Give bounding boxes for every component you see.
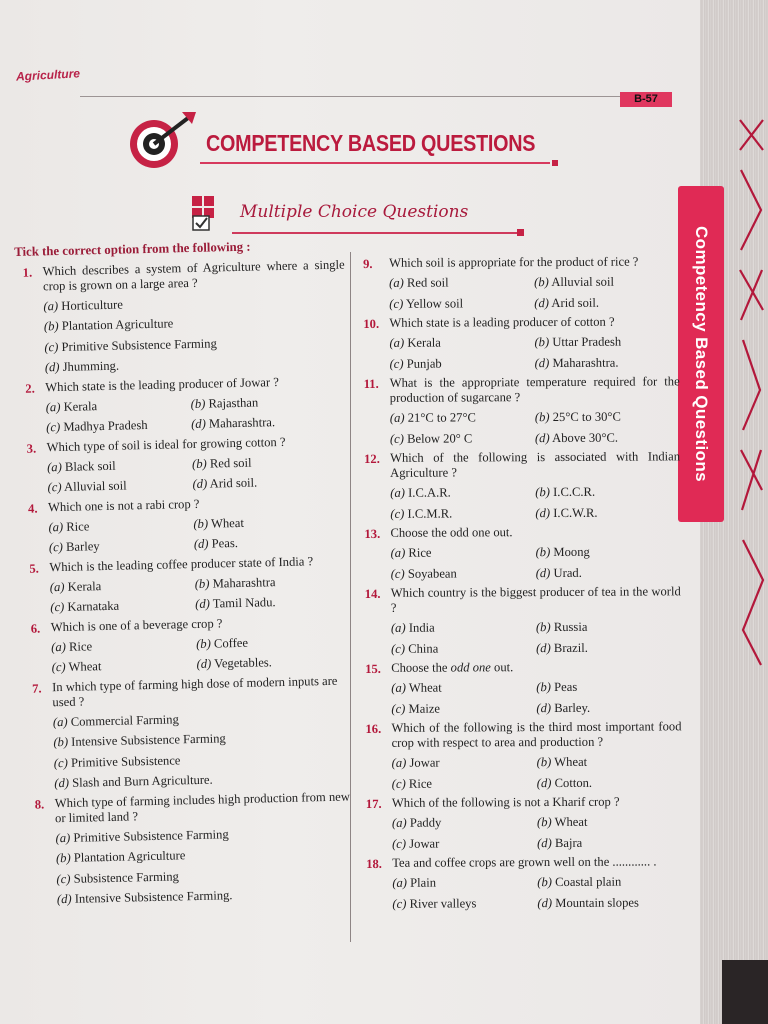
option: (b) Intensive Subsistence Farming bbox=[53, 731, 226, 750]
option-row: (c) Rice (d) Cotton. bbox=[391, 775, 593, 791]
question-number: 8. bbox=[34, 796, 45, 812]
question-number: 1. bbox=[22, 265, 33, 280]
right-column bbox=[361, 252, 682, 914]
question bbox=[363, 582, 681, 618]
question-text: Choose the odd one out. bbox=[391, 660, 514, 675]
header-rule bbox=[80, 96, 670, 97]
question-text: Which is one of a beverage crop ? bbox=[50, 615, 223, 634]
option-row: (c) Wheat (d) Vegetables. bbox=[51, 655, 273, 675]
option: (a) Commercial Farming bbox=[52, 711, 179, 729]
question-text: Which is the leading coffee producer state of India ? bbox=[49, 553, 314, 574]
option-row: (c) Barley (d) Peas. bbox=[48, 535, 239, 555]
question bbox=[362, 372, 680, 408]
option: (c) Primitive Subsistence bbox=[53, 752, 181, 770]
option-row: (a) Red soil (b) Alluvial soil bbox=[389, 274, 614, 290]
question-text: Which type of farming includes high production from new or limited land ? bbox=[54, 789, 351, 825]
question-text: Which of the following is the third most important food crop with respect to area and production ? bbox=[391, 719, 682, 750]
option-row: (a) Kerala (b) Uttar Pradesh bbox=[389, 334, 622, 350]
subject-label: Agriculture bbox=[15, 66, 81, 84]
option-row: (c) River valleys (d) Mountain slopes bbox=[392, 895, 639, 911]
question-number: 4. bbox=[27, 501, 38, 516]
question bbox=[364, 852, 682, 873]
question-text: Which type of soil is ideal for growing cotton ? bbox=[46, 434, 286, 454]
question-number: 6. bbox=[30, 621, 41, 636]
option-row: (a) India (b) Russia bbox=[390, 619, 588, 635]
option-row: (c) Alluvial soil (d) Arid soil. bbox=[47, 475, 258, 495]
option-row: (a) Kerala (b) Maharashtra bbox=[49, 574, 276, 594]
question-number: 3. bbox=[26, 441, 37, 456]
question-text: Which of the following is associated with Indian Agriculture ? bbox=[390, 449, 681, 480]
question-number: 13. bbox=[364, 526, 381, 541]
checklist-icon bbox=[190, 194, 236, 234]
option-row: (c) I.C.M.R. (d) I.C.W.R. bbox=[390, 505, 598, 521]
option-row: (a) I.C.A.R. (b) I.C.C.R. bbox=[390, 484, 596, 500]
option-row: (c) Below 20° C (d) Above 30°C. bbox=[389, 430, 619, 446]
option: (c) Subsistence Farming bbox=[56, 868, 180, 886]
option: (a) Primitive Subsistence Farming bbox=[55, 826, 229, 845]
option-row: (c) Maize (d) Barley. bbox=[391, 700, 591, 716]
question-text: Tea and coffee crops are grown well on the ............ . bbox=[392, 854, 657, 870]
title-underline-dot bbox=[552, 160, 558, 166]
question bbox=[363, 717, 681, 753]
question-text: Which describes a system of Agriculture where a single crop is grown on a large area ? bbox=[42, 257, 345, 293]
question-number: 17. bbox=[365, 796, 382, 811]
option: (b) Plantation Agriculture bbox=[55, 848, 186, 866]
question-number: 2. bbox=[25, 381, 35, 396]
option-row: (c) Yellow soil (d) Arid soil. bbox=[389, 295, 600, 311]
option-row: (a) Rice (b) Wheat bbox=[48, 515, 245, 534]
section-title: Multiple Choice Questions bbox=[240, 202, 469, 222]
title-underline bbox=[200, 162, 550, 164]
question-text: Which soil is appropriate for the product of rice ? bbox=[389, 254, 639, 270]
question-text: Which of the following is not a Kharif crop ? bbox=[391, 794, 620, 810]
option-row: (a) Kerala (b) Rajasthan bbox=[45, 395, 259, 414]
question-text: Which country is the biggest producer of tea in the world ? bbox=[390, 584, 681, 615]
section-underline bbox=[232, 232, 517, 234]
option: (d) Intensive Subsistence Farming. bbox=[56, 888, 233, 907]
left-column bbox=[14, 235, 359, 911]
option-row: (a) Rice (b) Coffee bbox=[51, 635, 249, 654]
question bbox=[362, 447, 680, 483]
question bbox=[364, 792, 682, 813]
page-title: COMPETENCY BASED QUESTIONS bbox=[206, 130, 536, 156]
option: (a) Horticulture bbox=[43, 297, 124, 313]
question-text: Which one is not a rabi crop ? bbox=[47, 496, 200, 514]
question bbox=[361, 252, 679, 273]
question-text: In which type of farming high dose of modern inputs are used ? bbox=[51, 673, 338, 709]
question-number: 12. bbox=[364, 451, 380, 466]
question-number: 15. bbox=[365, 661, 381, 676]
question-number: 14. bbox=[364, 586, 381, 601]
question bbox=[362, 522, 680, 543]
option: (b) Plantation Agriculture bbox=[43, 316, 174, 334]
option-row: (a) Wheat (b) Peas bbox=[391, 679, 578, 695]
option-row: (a) Jowar (b) Wheat bbox=[391, 754, 588, 770]
question-text: What is the appropriate temperature required for the production of sugarcane ? bbox=[389, 374, 680, 405]
target-icon bbox=[126, 110, 198, 172]
option-row: (a) 21°C to 27°C (b) 25°C to 30°C bbox=[389, 409, 621, 425]
question-number: 10. bbox=[363, 316, 380, 331]
question bbox=[363, 657, 681, 678]
option-row: (c) Jowar (d) Bajra bbox=[392, 835, 583, 851]
question-text: Which state is the leading producer of Jowar ? bbox=[45, 374, 280, 394]
question-number: 11. bbox=[363, 376, 379, 391]
question-number: 16. bbox=[365, 721, 382, 736]
option-row: (c) Punjab (d) Maharashtra. bbox=[389, 355, 619, 371]
side-tab bbox=[678, 186, 724, 522]
section-underline-dot bbox=[517, 229, 524, 236]
option-row: (a) Paddy (b) Wheat bbox=[391, 814, 588, 830]
question-text: Which state is a leading producer of cotton ? bbox=[389, 314, 615, 330]
question-number: 18. bbox=[366, 856, 382, 871]
option-row: (c) Soyabean (d) Urad. bbox=[390, 565, 582, 581]
option-row: (c) Madhya Pradesh (d) Maharashtra. bbox=[46, 415, 276, 435]
question-number: 5. bbox=[29, 561, 40, 576]
option: (c) Primitive Subsistence Farming bbox=[44, 335, 217, 354]
question-number: 7. bbox=[31, 680, 42, 696]
page-number: B-57 bbox=[620, 92, 672, 107]
question-text: Choose the odd one out. bbox=[390, 525, 513, 540]
option: (d) Jhumming. bbox=[44, 358, 120, 375]
book-spine-shadow bbox=[722, 960, 768, 1024]
option-row: (c) China (d) Brazil. bbox=[391, 640, 588, 656]
option-row: (a) Rice (b) Moong bbox=[390, 544, 590, 560]
question bbox=[361, 312, 679, 333]
option: (d) Slash and Burn Agriculture. bbox=[54, 772, 213, 791]
question-number: 9. bbox=[363, 256, 373, 271]
option-row: (c) Karnataka (d) Tamil Nadu. bbox=[50, 595, 276, 615]
option-row: (a) Plain (b) Coastal plain bbox=[392, 874, 622, 890]
option-row: (a) Black soil (b) Red soil bbox=[46, 455, 252, 474]
instruction: Tick the correct option from the following : bbox=[14, 239, 251, 259]
side-tab-label: Competency Based Questions bbox=[692, 225, 711, 483]
handwritten-scribble bbox=[735, 110, 768, 670]
